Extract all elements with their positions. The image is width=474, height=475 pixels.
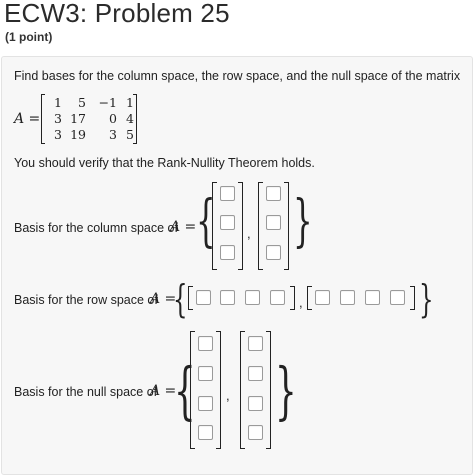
matrix-cell: 17: [70, 111, 86, 126]
null-space-a-equals: A =: [150, 383, 177, 399]
col-vector-1-right-bracket: [238, 182, 243, 270]
row-space-a-equals: A =: [150, 291, 177, 307]
null-basis-1-entry-1[interactable]: [198, 336, 213, 351]
row-vector-2-left-bracket: [307, 286, 312, 310]
matrix-cell: 1: [54, 95, 62, 110]
col-basis-2-entry-3[interactable]: [266, 245, 281, 260]
null-vector-1-right-bracket: [216, 331, 221, 449]
matrix-cell: 5: [126, 127, 134, 142]
col-basis-1-entry-1[interactable]: [220, 186, 235, 201]
null-space-label: Basis for the null space of: [14, 385, 158, 399]
col-vector-2-left-bracket: [258, 182, 263, 270]
problem-intro: Find bases for the column space, the row space, and the null space of the matrix: [14, 69, 461, 83]
matrix-cell: 3: [109, 127, 117, 142]
row-basis-1-entry-1[interactable]: [196, 290, 211, 305]
row-space-left-brace: {: [173, 277, 188, 321]
row-vector-1-left-bracket: [188, 286, 193, 310]
column-space-label: Basis for the column space of: [14, 221, 178, 235]
col-vector-1-left-bracket: [212, 182, 217, 270]
row-basis-1-entry-3[interactable]: [245, 290, 260, 305]
null-basis-2-entry-4[interactable]: [248, 425, 263, 440]
column-space-a-equals: A =: [170, 219, 197, 235]
null-space-comma: ,: [226, 388, 230, 403]
row-vector-2-right-bracket: [410, 286, 415, 310]
col-basis-1-entry-2[interactable]: [220, 215, 235, 230]
row-vector-1-right-bracket: [290, 286, 295, 310]
null-basis-1-entry-3[interactable]: [198, 396, 213, 411]
null-basis-2-entry-2[interactable]: [248, 366, 263, 381]
matrix-cell: 5: [78, 95, 86, 110]
points-label: (1 point): [5, 30, 53, 44]
col-basis-1-entry-3[interactable]: [220, 245, 235, 260]
row-space-label: Basis for the row space of: [14, 293, 158, 307]
row-basis-1-entry-2[interactable]: [220, 290, 235, 305]
null-space-right-brace: }: [275, 354, 297, 427]
matrix-symbol: A =: [14, 111, 41, 127]
column-space-right-brace: }: [293, 189, 313, 254]
column-space-comma: ,: [247, 226, 251, 241]
col-basis-2-entry-2[interactable]: [266, 215, 281, 230]
row-basis-2-entry-1[interactable]: [315, 290, 330, 305]
null-vector-1-left-bracket: [190, 331, 195, 449]
null-basis-1-entry-2[interactable]: [198, 366, 213, 381]
null-vector-2-left-bracket: [240, 331, 245, 449]
null-basis-2-entry-3[interactable]: [248, 396, 263, 411]
null-space-left-brace: {: [174, 354, 196, 427]
matrix-cell: 0: [109, 111, 117, 126]
null-basis-1-entry-4[interactable]: [198, 425, 213, 440]
page-title: ECW3: Problem 25: [4, 0, 230, 28]
matrix-cell: 4: [126, 111, 134, 126]
null-vector-2-right-bracket: [266, 331, 271, 449]
matrix-cell: 19: [70, 127, 86, 142]
col-basis-2-entry-1[interactable]: [266, 186, 281, 201]
col-vector-2-right-bracket: [284, 182, 289, 270]
matrix-cell: 3: [54, 111, 62, 126]
row-space-right-brace: }: [419, 277, 434, 321]
row-basis-2-entry-3[interactable]: [365, 290, 380, 305]
verify-note: You should verify that the Rank-Nullity Theorem holds.: [14, 156, 315, 170]
matrix-cell: 3: [54, 127, 62, 142]
matrix-cell: −1: [98, 95, 117, 110]
column-space-left-brace: {: [196, 189, 216, 254]
matrix-cell: 1: [126, 95, 134, 110]
row-basis-2-entry-2[interactable]: [340, 290, 355, 305]
row-basis-2-entry-4[interactable]: [390, 290, 405, 305]
row-basis-1-entry-4[interactable]: [270, 290, 285, 305]
row-space-comma: ,: [299, 295, 303, 310]
null-basis-2-entry-1[interactable]: [248, 336, 263, 351]
